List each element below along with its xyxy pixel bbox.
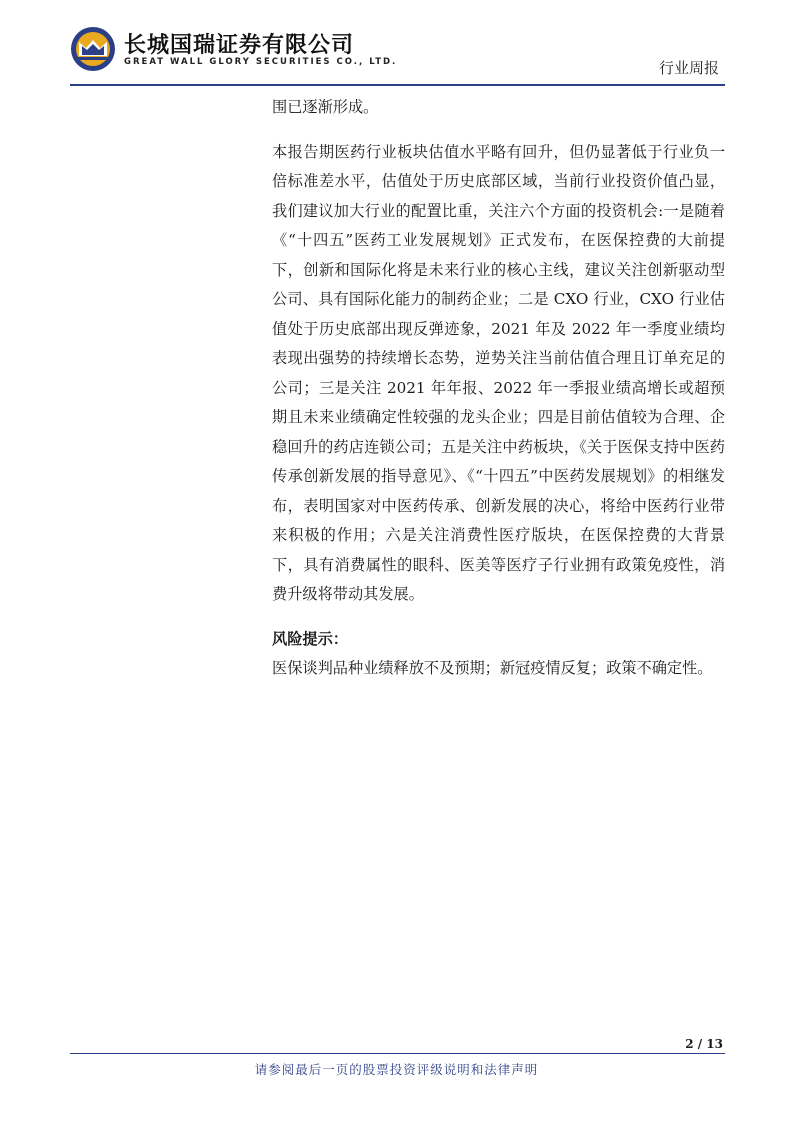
risk-heading: 风险提示： [272,629,348,648]
footer-divider [70,1053,725,1054]
report-body [272,93,725,684]
footer-disclaimer: 请参阅最后一页的股票投资评级说明和法律声明 [254,1062,539,1077]
header-divider [70,84,725,86]
company-logo-icon [70,26,116,72]
paragraph-valuation: 本报告期医药行业板块估值水平略有回升，但仍显著低于行业负一倍标准差水平，估值处于历史底部区域，当前行业投资价值凸显，我们建议加大行业的配置比重，关注六个方面的投资机会:一是随着《“十四五”医药工业发展规划》正式发布，在医保控费的大前提下，创新和国际化将是未来行业的核心主线，建议关注创新驱动型公司、具有国际化能力的制药企业；二是 CXO 行业，CXO 行业估值处于历史底部出现反弹迹象，2021 年及 2022 年一季度业绩均表现出强势的持续增长态势，逆势关注当前估值合理且订单充足的公司；三是关注 2021 年年报、2022 年一季报业绩高增长或超预期且未来业绩确定性较强的龙头企业；四是目前估值较为合理、企稳回升的药店连锁公司；五是关注中药板块，《关于医保支持中医药传承创新发展的指导意见》、《“十四五”中医药发展规划》的相继发布，表明国家对中医药传承、创新发展的决心，将给中医药行业带来积极的作用；六是关注消费性医疗版块，在医保控费的大背景下，具有消费属性的眼科、医美等医疗子行业拥有政策免疫性，消费升级将带动其发展。 [272,142,725,603]
risk-text: 医保谈判品种业绩释放不及预期；新冠疫情反复；政策不确定性。 [272,659,713,677]
report-type-label: 行业周报 [658,59,719,77]
page-number: 2 / 13 [685,1037,723,1051]
company-name-cn: 长城国瑞证券有限公司 [124,33,355,58]
paragraph-continued: 围已逐渐形成。 [272,98,379,116]
company-name-en: GREAT WALL GLORY SECURITIES CO., LTD. [124,57,398,67]
